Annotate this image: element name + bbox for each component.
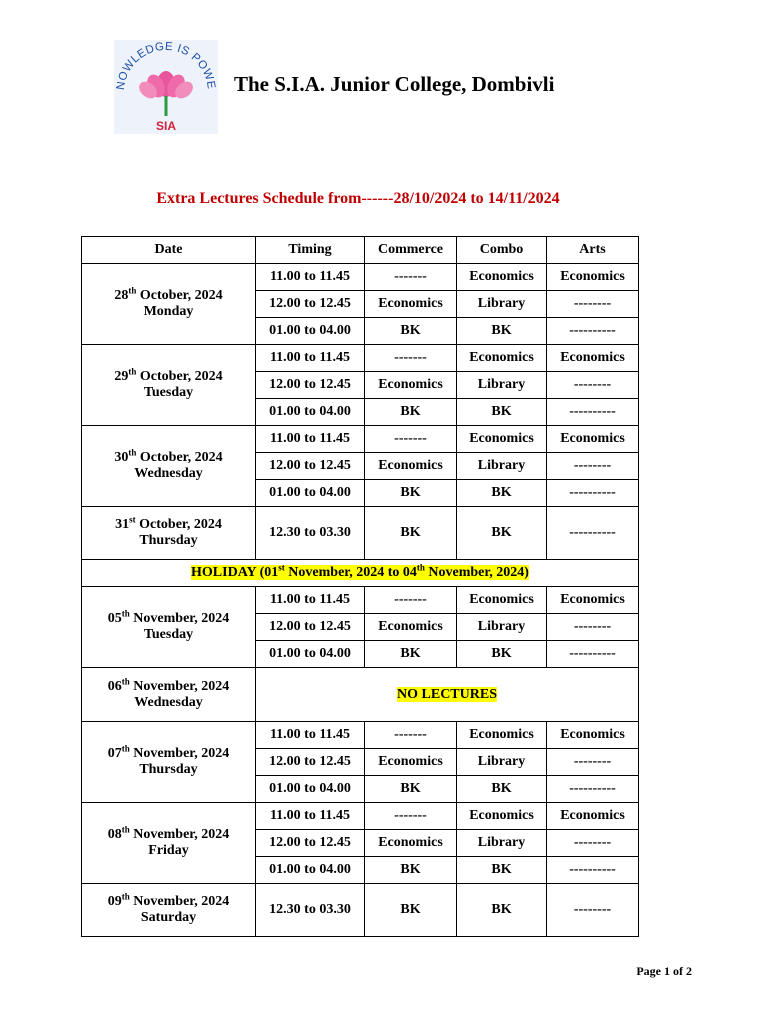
no-lectures-text: NO LECTURES xyxy=(397,686,497,702)
table-row: 01.00 to 04.00 BK BK ---------- xyxy=(82,776,639,803)
date-cell: 30th October, 2024 Wednesday xyxy=(82,426,256,507)
table-row: 12.00 to 12.45 Economics Library -------- xyxy=(82,291,639,318)
date-cell: 05th November, 2024 Tuesday xyxy=(82,587,256,668)
holiday-row xyxy=(82,560,639,587)
table-row: 05th November, 2024 Tuesday 11.00 to 11.45 ------- Economics Economics xyxy=(82,587,639,614)
table-row xyxy=(82,668,639,722)
table-row: 08th November, 2024 Friday 11.00 to 11.45 ------- Economics Economics xyxy=(82,803,639,830)
logo-motto: NOWLEDGE IS POWE xyxy=(114,40,218,91)
header-commerce: Commerce xyxy=(365,237,457,264)
schedule-table xyxy=(81,236,639,937)
table-row: 12.00 to 12.45 Economics Library -------- xyxy=(82,749,639,776)
table-row: 12.00 to 12.45 Economics Library -------- xyxy=(82,614,639,641)
header-combo: Combo xyxy=(457,237,547,264)
header-arts: Arts xyxy=(547,237,639,264)
date-cell: 06th November, 2024 Wednesday xyxy=(82,668,256,722)
table-row: 01.00 to 04.00 BK BK ---------- xyxy=(82,641,639,668)
date-cell: 31st October, 2024 Thursday xyxy=(82,507,256,560)
table-row: 31st October, 2024 Thursday 12.30 to 03.30 BK BK ---------- xyxy=(82,507,639,560)
lotus-logo-icon xyxy=(114,40,218,134)
page-number: Page 1 of 2 xyxy=(636,964,692,978)
header-timing: Timing xyxy=(256,237,365,264)
table-header-row xyxy=(82,237,639,264)
table-row: 01.00 to 04.00 BK BK ---------- xyxy=(82,399,639,426)
date-cell: 28th October, 2024 Monday xyxy=(82,264,256,345)
college-name: The S.I.A. Junior College, Dombivli xyxy=(234,72,555,96)
schedule-title: Extra Lectures Schedule from------28/10/2024 to 14/11/2024 xyxy=(156,190,560,207)
table-row: 12.00 to 12.45 Economics Library -------- xyxy=(82,830,639,857)
holiday-text: HOLIDAY (01st November, 2024 to 04th November, 2024) xyxy=(191,562,529,580)
table-row: 01.00 to 04.00 BK BK ---------- xyxy=(82,318,639,345)
table-row: 01.00 to 04.00 BK BK ---------- xyxy=(82,857,639,884)
table-row: 12.00 to 12.45 Economics Library -------- xyxy=(82,372,639,399)
no-lectures-cell xyxy=(256,668,639,722)
logo-sia-text: SIA xyxy=(155,119,177,133)
date-cell: 29th October, 2024 Tuesday xyxy=(82,345,256,426)
table-row: 28th October, 2024 Monday 11.00 to 11.45 ------- Economics Economics xyxy=(82,264,639,291)
table-row: 30th October, 2024 Wednesday 11.00 to 11.45 ------- Economics Economics xyxy=(82,426,639,453)
table-row: 29th October, 2024 Tuesday 11.00 to 11.45 ------- Economics Economics xyxy=(82,345,639,372)
table-row: 12.00 to 12.45 Economics Library -------- xyxy=(82,453,639,480)
table-row: 09th November, 2024 Saturday 12.30 to 03.30 BK BK -------- xyxy=(82,884,639,937)
header-date: Date xyxy=(82,237,256,264)
date-cell: 09th November, 2024 Saturday xyxy=(82,884,256,937)
table-row: 07th November, 2024 Thursday 11.00 to 11.45 ------- Economics Economics xyxy=(82,722,639,749)
date-cell: 08th November, 2024 Friday xyxy=(82,803,256,884)
holiday-cell xyxy=(82,560,639,587)
table-row: 01.00 to 04.00 BK BK ---------- xyxy=(82,480,639,507)
date-cell: 07th November, 2024 Thursday xyxy=(82,722,256,803)
college-logo xyxy=(114,40,218,134)
